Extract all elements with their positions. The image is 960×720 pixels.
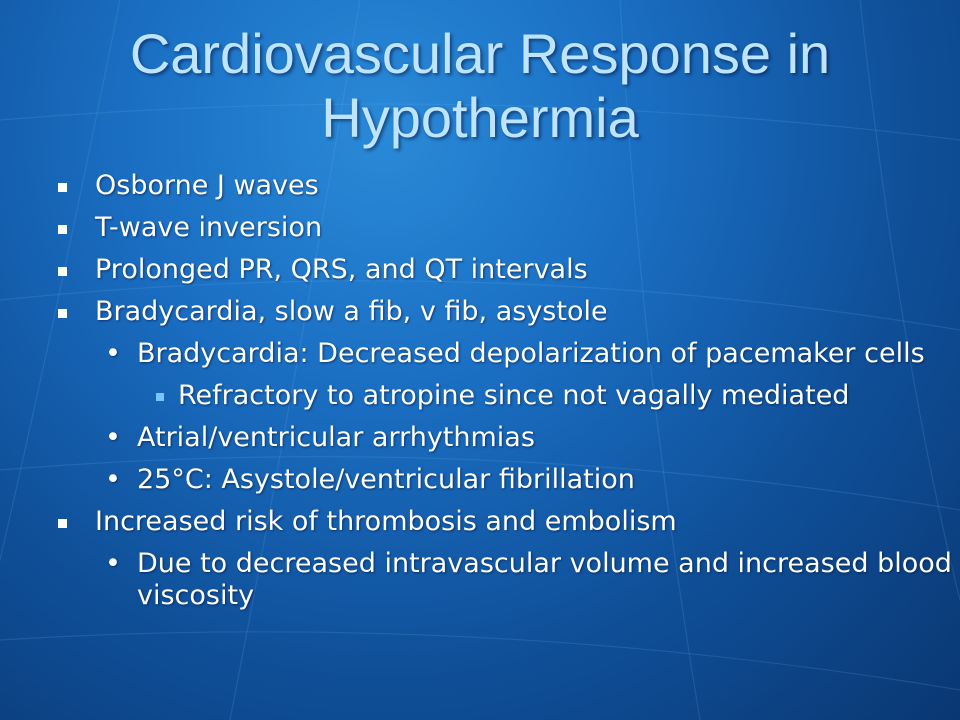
list-item <box>0 548 960 612</box>
square-bullet-icon <box>58 309 67 318</box>
list-item <box>0 254 960 286</box>
list-item-text: Bradycardia: Decreased depolarization of pacemaker cells <box>137 338 925 369</box>
list-item <box>0 380 960 412</box>
list-item <box>0 506 960 538</box>
list-item <box>0 422 960 454</box>
list-item <box>0 338 960 370</box>
square-bullet-icon <box>58 267 67 276</box>
list-item-text: Atrial/ventricular arrhythmias <box>137 422 535 453</box>
list-item <box>0 170 960 202</box>
square-bullet-icon <box>58 183 67 192</box>
list-item-text: Increased risk of thrombosis and embolism <box>95 506 677 537</box>
round-bullet-icon: • <box>105 338 121 369</box>
round-bullet-icon: • <box>105 422 121 453</box>
list-item <box>0 464 960 496</box>
round-bullet-icon: • <box>105 548 121 579</box>
list-item-text: 25°C: Asystole/ventricular fibrillation <box>137 464 635 495</box>
list-item <box>0 212 960 244</box>
list-item-text: Due to decreased intravascular volume and increased blood viscosity <box>137 548 952 611</box>
slide-title: Cardiovascular Response in Hypothermia <box>129 22 831 149</box>
square-bullet-icon <box>58 225 67 234</box>
list-item-text: T-wave inversion <box>95 212 323 243</box>
square-bullet-icon <box>58 519 67 528</box>
list-item-text: Refractory to atropine since not vagally mediated <box>178 380 850 411</box>
round-bullet-icon: • <box>105 464 121 495</box>
list-item-text: Bradycardia, slow a fib, v fib, asystole <box>95 296 608 327</box>
list-item-text: Osborne J waves <box>95 170 319 201</box>
list-item <box>0 296 960 328</box>
small-square-bullet-icon <box>156 393 164 401</box>
list-item-text: Prolonged PR, QRS, and QT intervals <box>95 254 588 285</box>
bullet-list <box>0 170 960 622</box>
